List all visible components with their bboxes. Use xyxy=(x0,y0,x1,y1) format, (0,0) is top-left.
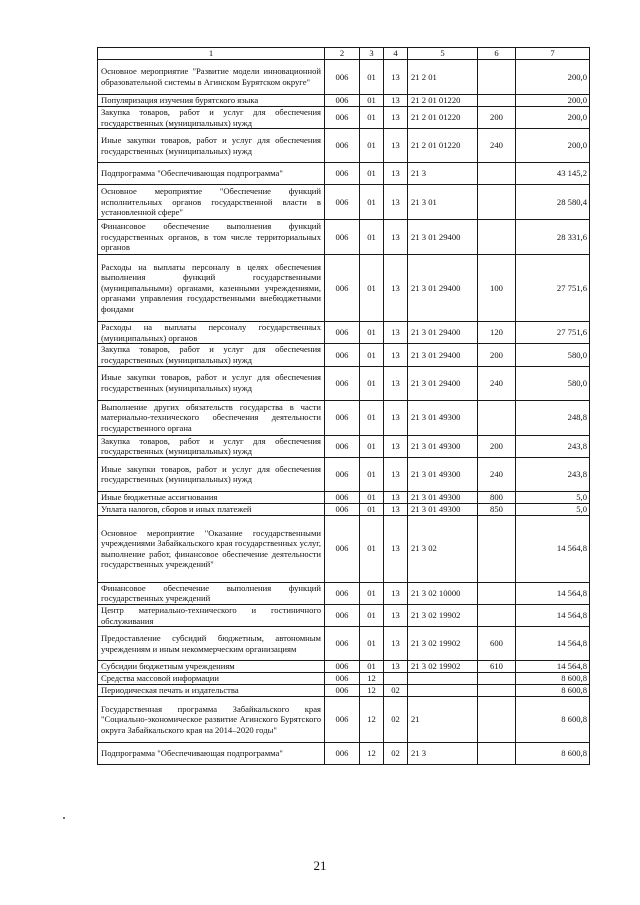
row-name-cell: Расходы на выплаты персоналу государственных (муниципальных) органов xyxy=(98,322,325,344)
row-subsection-cell: 13 xyxy=(384,95,408,107)
table-row xyxy=(98,515,590,582)
table-row xyxy=(98,685,590,697)
row-subsection-cell: 02 xyxy=(384,697,408,743)
table-row xyxy=(98,107,590,129)
row-target-article-cell: 21 3 02 xyxy=(408,515,478,582)
row-name-cell: Иные закупки товаров, работ и услуг для обеспечения государственных (муниципальных) нужд xyxy=(98,457,325,491)
row-expense-type-cell xyxy=(478,163,516,185)
row-amount-cell: 248,8 xyxy=(516,400,590,435)
row-target-article-cell: 21 2 01 xyxy=(408,60,478,95)
row-subsection-cell: 13 xyxy=(384,627,408,661)
row-expense-type-cell xyxy=(478,697,516,743)
row-grbs-cell: 006 xyxy=(325,400,360,435)
row-target-article-cell: 21 2 01 01220 xyxy=(408,129,478,163)
row-amount-cell: 5,0 xyxy=(516,503,590,515)
row-target-article-cell: 21 3 02 19902 xyxy=(408,661,478,673)
row-expense-type-cell: 600 xyxy=(478,627,516,661)
row-grbs-cell: 006 xyxy=(325,661,360,673)
table-row xyxy=(98,627,590,661)
row-name-cell: Субсидии бюджетным учреждениям xyxy=(98,661,325,673)
row-subsection-cell: 13 xyxy=(384,604,408,626)
row-expense-type-cell: 610 xyxy=(478,661,516,673)
row-expense-type-cell xyxy=(478,515,516,582)
row-amount-cell: 27 751,6 xyxy=(516,322,590,344)
row-target-article-cell: 21 3 01 49300 xyxy=(408,400,478,435)
row-subsection-cell: 13 xyxy=(384,435,408,457)
row-amount-cell: 28 580,4 xyxy=(516,185,590,220)
row-grbs-cell: 006 xyxy=(325,220,360,255)
row-section-cell: 01 xyxy=(360,515,384,582)
row-expense-type-cell xyxy=(478,604,516,626)
row-target-article-cell: 21 3 01 29400 xyxy=(408,255,478,322)
row-name-cell: Государственная программа Забайкальского края "Социально-экономическое развитие Агинского Бурятского округа Забайкальского края на 2014–2020 годы" xyxy=(98,697,325,743)
row-subsection-cell: 13 xyxy=(384,582,408,604)
row-target-article-cell: 21 3 01 29400 xyxy=(408,220,478,255)
row-subsection-cell: 13 xyxy=(384,107,408,129)
row-grbs-cell: 006 xyxy=(325,697,360,743)
row-subsection-cell: 13 xyxy=(384,515,408,582)
row-target-article-cell: 21 3 01 29400 xyxy=(408,344,478,366)
row-amount-cell: 580,0 xyxy=(516,344,590,366)
row-target-article-cell: 21 3 xyxy=(408,163,478,185)
row-grbs-cell: 006 xyxy=(325,673,360,685)
header-cell-7: 7 xyxy=(516,48,590,60)
page-number: 21 xyxy=(313,858,327,873)
row-subsection-cell: 13 xyxy=(384,344,408,366)
header-cell-4: 4 xyxy=(384,48,408,60)
row-target-article-cell: 21 3 01 49300 xyxy=(408,435,478,457)
table-row xyxy=(98,743,590,765)
row-grbs-cell: 006 xyxy=(325,743,360,765)
row-grbs-cell: 006 xyxy=(325,435,360,457)
row-grbs-cell: 006 xyxy=(325,344,360,366)
row-expense-type-cell xyxy=(478,185,516,220)
row-amount-cell: 200,0 xyxy=(516,95,590,107)
row-expense-type-cell xyxy=(478,60,516,95)
row-section-cell: 12 xyxy=(360,743,384,765)
row-expense-type-cell: 240 xyxy=(478,129,516,163)
row-name-cell: Подпрограмма "Обеспечивающая подпрограмма" xyxy=(98,163,325,185)
row-section-cell: 01 xyxy=(360,255,384,322)
row-section-cell: 01 xyxy=(360,185,384,220)
row-name-cell: Расходы на выплаты персоналу в целях обеспечения выполнения функций государственными (муниципальными) органами, казенными учреждениями, органами управления государственными внебюджетными фондами xyxy=(98,255,325,322)
row-name-cell: Закупка товаров, работ и услуг для обеспечения государственных (муниципальных) нужд xyxy=(98,435,325,457)
row-section-cell: 01 xyxy=(360,491,384,503)
row-grbs-cell: 006 xyxy=(325,129,360,163)
row-subsection-cell: 13 xyxy=(384,400,408,435)
row-name-cell: Закупка товаров, работ и услуг для обеспечения государственных (муниципальных) нужд xyxy=(98,107,325,129)
row-section-cell: 01 xyxy=(360,163,384,185)
table-row xyxy=(98,344,590,366)
row-grbs-cell: 006 xyxy=(325,322,360,344)
row-amount-cell: 200,0 xyxy=(516,129,590,163)
table-row xyxy=(98,220,590,255)
table-row xyxy=(98,503,590,515)
row-amount-cell: 200,0 xyxy=(516,60,590,95)
row-expense-type-cell: 800 xyxy=(478,491,516,503)
row-section-cell: 01 xyxy=(360,604,384,626)
table-row xyxy=(98,697,590,743)
row-subsection-cell: 13 xyxy=(384,366,408,400)
row-subsection-cell: 02 xyxy=(384,743,408,765)
row-section-cell: 01 xyxy=(360,95,384,107)
row-section-cell: 01 xyxy=(360,503,384,515)
row-name-cell: Центр материально-технического и гостиничного обслуживания xyxy=(98,604,325,626)
row-amount-cell: 28 331,6 xyxy=(516,220,590,255)
table-row xyxy=(98,366,590,400)
row-grbs-cell: 006 xyxy=(325,255,360,322)
row-target-article-cell: 21 3 01 49300 xyxy=(408,491,478,503)
header-row xyxy=(98,48,590,60)
row-amount-cell: 5,0 xyxy=(516,491,590,503)
row-grbs-cell: 006 xyxy=(325,95,360,107)
row-expense-type-cell xyxy=(478,220,516,255)
table-row xyxy=(98,435,590,457)
row-target-article-cell xyxy=(408,685,478,697)
row-grbs-cell: 006 xyxy=(325,366,360,400)
row-section-cell: 01 xyxy=(360,60,384,95)
row-section-cell: 01 xyxy=(360,457,384,491)
row-amount-cell: 14 564,8 xyxy=(516,515,590,582)
row-expense-type-cell xyxy=(478,743,516,765)
row-name-cell: Основное мероприятие "Обеспечение функций исполнительных органов государственной власти в установленной сфере" xyxy=(98,185,325,220)
row-section-cell: 12 xyxy=(360,697,384,743)
row-section-cell: 01 xyxy=(360,220,384,255)
table-row xyxy=(98,185,590,220)
row-subsection-cell: 13 xyxy=(384,60,408,95)
row-section-cell: 01 xyxy=(360,107,384,129)
row-subsection-cell: 13 xyxy=(384,322,408,344)
row-target-article-cell: 21 2 01 01220 xyxy=(408,95,478,107)
table-row xyxy=(98,322,590,344)
row-name-cell: Закупка товаров, работ и услуг для обеспечения государственных (муниципальных) нужд xyxy=(98,344,325,366)
row-expense-type-cell: 200 xyxy=(478,107,516,129)
row-grbs-cell: 006 xyxy=(325,515,360,582)
row-name-cell: Подпрограмма "Обеспечивающая подпрограмма" xyxy=(98,743,325,765)
row-expense-type-cell: 200 xyxy=(478,435,516,457)
row-amount-cell: 14 564,8 xyxy=(516,582,590,604)
scan-speck xyxy=(63,817,65,819)
row-subsection-cell: 13 xyxy=(384,129,408,163)
row-subsection-cell: 13 xyxy=(384,661,408,673)
row-grbs-cell: 006 xyxy=(325,582,360,604)
row-target-article-cell: 21 3 02 19902 xyxy=(408,604,478,626)
table-row xyxy=(98,255,590,322)
row-target-article-cell xyxy=(408,673,478,685)
row-subsection-cell: 13 xyxy=(384,163,408,185)
row-expense-type-cell: 850 xyxy=(478,503,516,515)
row-subsection-cell: 13 xyxy=(384,457,408,491)
row-name-cell: Иные бюджетные ассигнования xyxy=(98,491,325,503)
row-expense-type-cell xyxy=(478,673,516,685)
row-grbs-cell: 006 xyxy=(325,185,360,220)
row-name-cell: Выполнение других обязательств государства в части материально-технического обеспечения деятельности государственного органа xyxy=(98,400,325,435)
row-amount-cell: 8 600,8 xyxy=(516,685,590,697)
row-section-cell: 01 xyxy=(360,582,384,604)
row-expense-type-cell xyxy=(478,400,516,435)
row-name-cell: Основное мероприятие "Развитие модели инновационной образовательной системы в Агинском Бурятском округе" xyxy=(98,60,325,95)
row-grbs-cell: 006 xyxy=(325,685,360,697)
row-section-cell: 01 xyxy=(360,322,384,344)
row-name-cell: Периодическая печать и издательства xyxy=(98,685,325,697)
row-expense-type-cell: 200 xyxy=(478,344,516,366)
row-expense-type-cell: 240 xyxy=(478,457,516,491)
row-section-cell: 01 xyxy=(360,627,384,661)
table-row xyxy=(98,95,590,107)
row-subsection-cell: 13 xyxy=(384,220,408,255)
row-name-cell: Иные закупки товаров, работ и услуг для обеспечения государственных (муниципальных) нужд xyxy=(98,129,325,163)
table-row xyxy=(98,60,590,95)
row-section-cell: 01 xyxy=(360,366,384,400)
table-row xyxy=(98,457,590,491)
row-subsection-cell: 13 xyxy=(384,185,408,220)
row-grbs-cell: 006 xyxy=(325,60,360,95)
row-name-cell: Основное мероприятие "Оказание государственными учреждениями Забайкальского края государственных услуг, выполнение работ, финансовое обеспечение деятельности государственных учреждений" xyxy=(98,515,325,582)
table-row xyxy=(98,491,590,503)
table-row xyxy=(98,582,590,604)
row-name-cell: Иные закупки товаров, работ и услуг для обеспечения государственных (муниципальных) нужд xyxy=(98,366,325,400)
row-expense-type-cell xyxy=(478,95,516,107)
row-amount-cell: 243,8 xyxy=(516,435,590,457)
row-target-article-cell: 21 3 01 29400 xyxy=(408,322,478,344)
row-subsection-cell: 02 xyxy=(384,685,408,697)
header-cell-2: 2 xyxy=(325,48,360,60)
row-grbs-cell: 006 xyxy=(325,604,360,626)
row-grbs-cell: 006 xyxy=(325,163,360,185)
row-subsection-cell: 13 xyxy=(384,491,408,503)
row-section-cell: 01 xyxy=(360,400,384,435)
row-amount-cell: 14 564,8 xyxy=(516,627,590,661)
row-name-cell: Финансовое обеспечение выполнения функций государственных учреждений xyxy=(98,582,325,604)
header-cell-1: 1 xyxy=(98,48,325,60)
row-target-article-cell: 21 3 01 xyxy=(408,185,478,220)
row-amount-cell: 200,0 xyxy=(516,107,590,129)
row-expense-type-cell: 100 xyxy=(478,255,516,322)
row-amount-cell: 8 600,8 xyxy=(516,743,590,765)
row-subsection-cell: 13 xyxy=(384,255,408,322)
row-amount-cell: 243,8 xyxy=(516,457,590,491)
row-amount-cell: 580,0 xyxy=(516,366,590,400)
row-name-cell: Популяризация изучения бурятского языка xyxy=(98,95,325,107)
row-expense-type-cell: 120 xyxy=(478,322,516,344)
row-grbs-cell: 006 xyxy=(325,457,360,491)
row-target-article-cell: 21 2 01 01220 xyxy=(408,107,478,129)
row-subsection-cell: 13 xyxy=(384,503,408,515)
row-target-article-cell: 21 3 01 29400 xyxy=(408,366,478,400)
row-amount-cell: 14 564,8 xyxy=(516,604,590,626)
table-row xyxy=(98,400,590,435)
row-expense-type-cell xyxy=(478,685,516,697)
row-grbs-cell: 006 xyxy=(325,503,360,515)
row-expense-type-cell xyxy=(478,582,516,604)
header-cell-3: 3 xyxy=(360,48,384,60)
table-row xyxy=(98,163,590,185)
table-row xyxy=(98,661,590,673)
row-amount-cell: 27 751,6 xyxy=(516,255,590,322)
row-section-cell: 01 xyxy=(360,129,384,163)
row-section-cell: 01 xyxy=(360,435,384,457)
budget-table-wrapper xyxy=(97,47,589,765)
row-grbs-cell: 006 xyxy=(325,491,360,503)
row-name-cell: Средства массовой информации xyxy=(98,673,325,685)
budget-table xyxy=(97,47,590,765)
row-name-cell: Финансовое обеспечение выполнения функций государственных органов, в том числе территориальных органов xyxy=(98,220,325,255)
row-amount-cell: 8 600,8 xyxy=(516,697,590,743)
row-target-article-cell: 21 3 02 19902 xyxy=(408,627,478,661)
table-row xyxy=(98,604,590,626)
table-row xyxy=(98,673,590,685)
row-expense-type-cell: 240 xyxy=(478,366,516,400)
row-amount-cell: 43 145,2 xyxy=(516,163,590,185)
row-target-article-cell: 21 3 xyxy=(408,743,478,765)
row-section-cell: 01 xyxy=(360,661,384,673)
row-grbs-cell: 006 xyxy=(325,107,360,129)
header-cell-6: 6 xyxy=(478,48,516,60)
row-target-article-cell: 21 3 02 10000 xyxy=(408,582,478,604)
row-name-cell: Уплата налогов, сборов и иных платежей xyxy=(98,503,325,515)
row-section-cell: 12 xyxy=(360,673,384,685)
header-cell-5: 5 xyxy=(408,48,478,60)
row-target-article-cell: 21 3 01 49300 xyxy=(408,457,478,491)
row-amount-cell: 14 564,8 xyxy=(516,661,590,673)
row-name-cell: Предоставление субсидий бюджетным, автономным учреждениям и иным некоммерческим организациям xyxy=(98,627,325,661)
row-grbs-cell: 006 xyxy=(325,627,360,661)
row-section-cell: 01 xyxy=(360,344,384,366)
table-row xyxy=(98,129,590,163)
row-section-cell: 12 xyxy=(360,685,384,697)
row-target-article-cell: 21 3 01 49300 xyxy=(408,503,478,515)
row-subsection-cell xyxy=(384,673,408,685)
row-target-article-cell: 21 xyxy=(408,697,478,743)
row-amount-cell: 8 600,8 xyxy=(516,673,590,685)
